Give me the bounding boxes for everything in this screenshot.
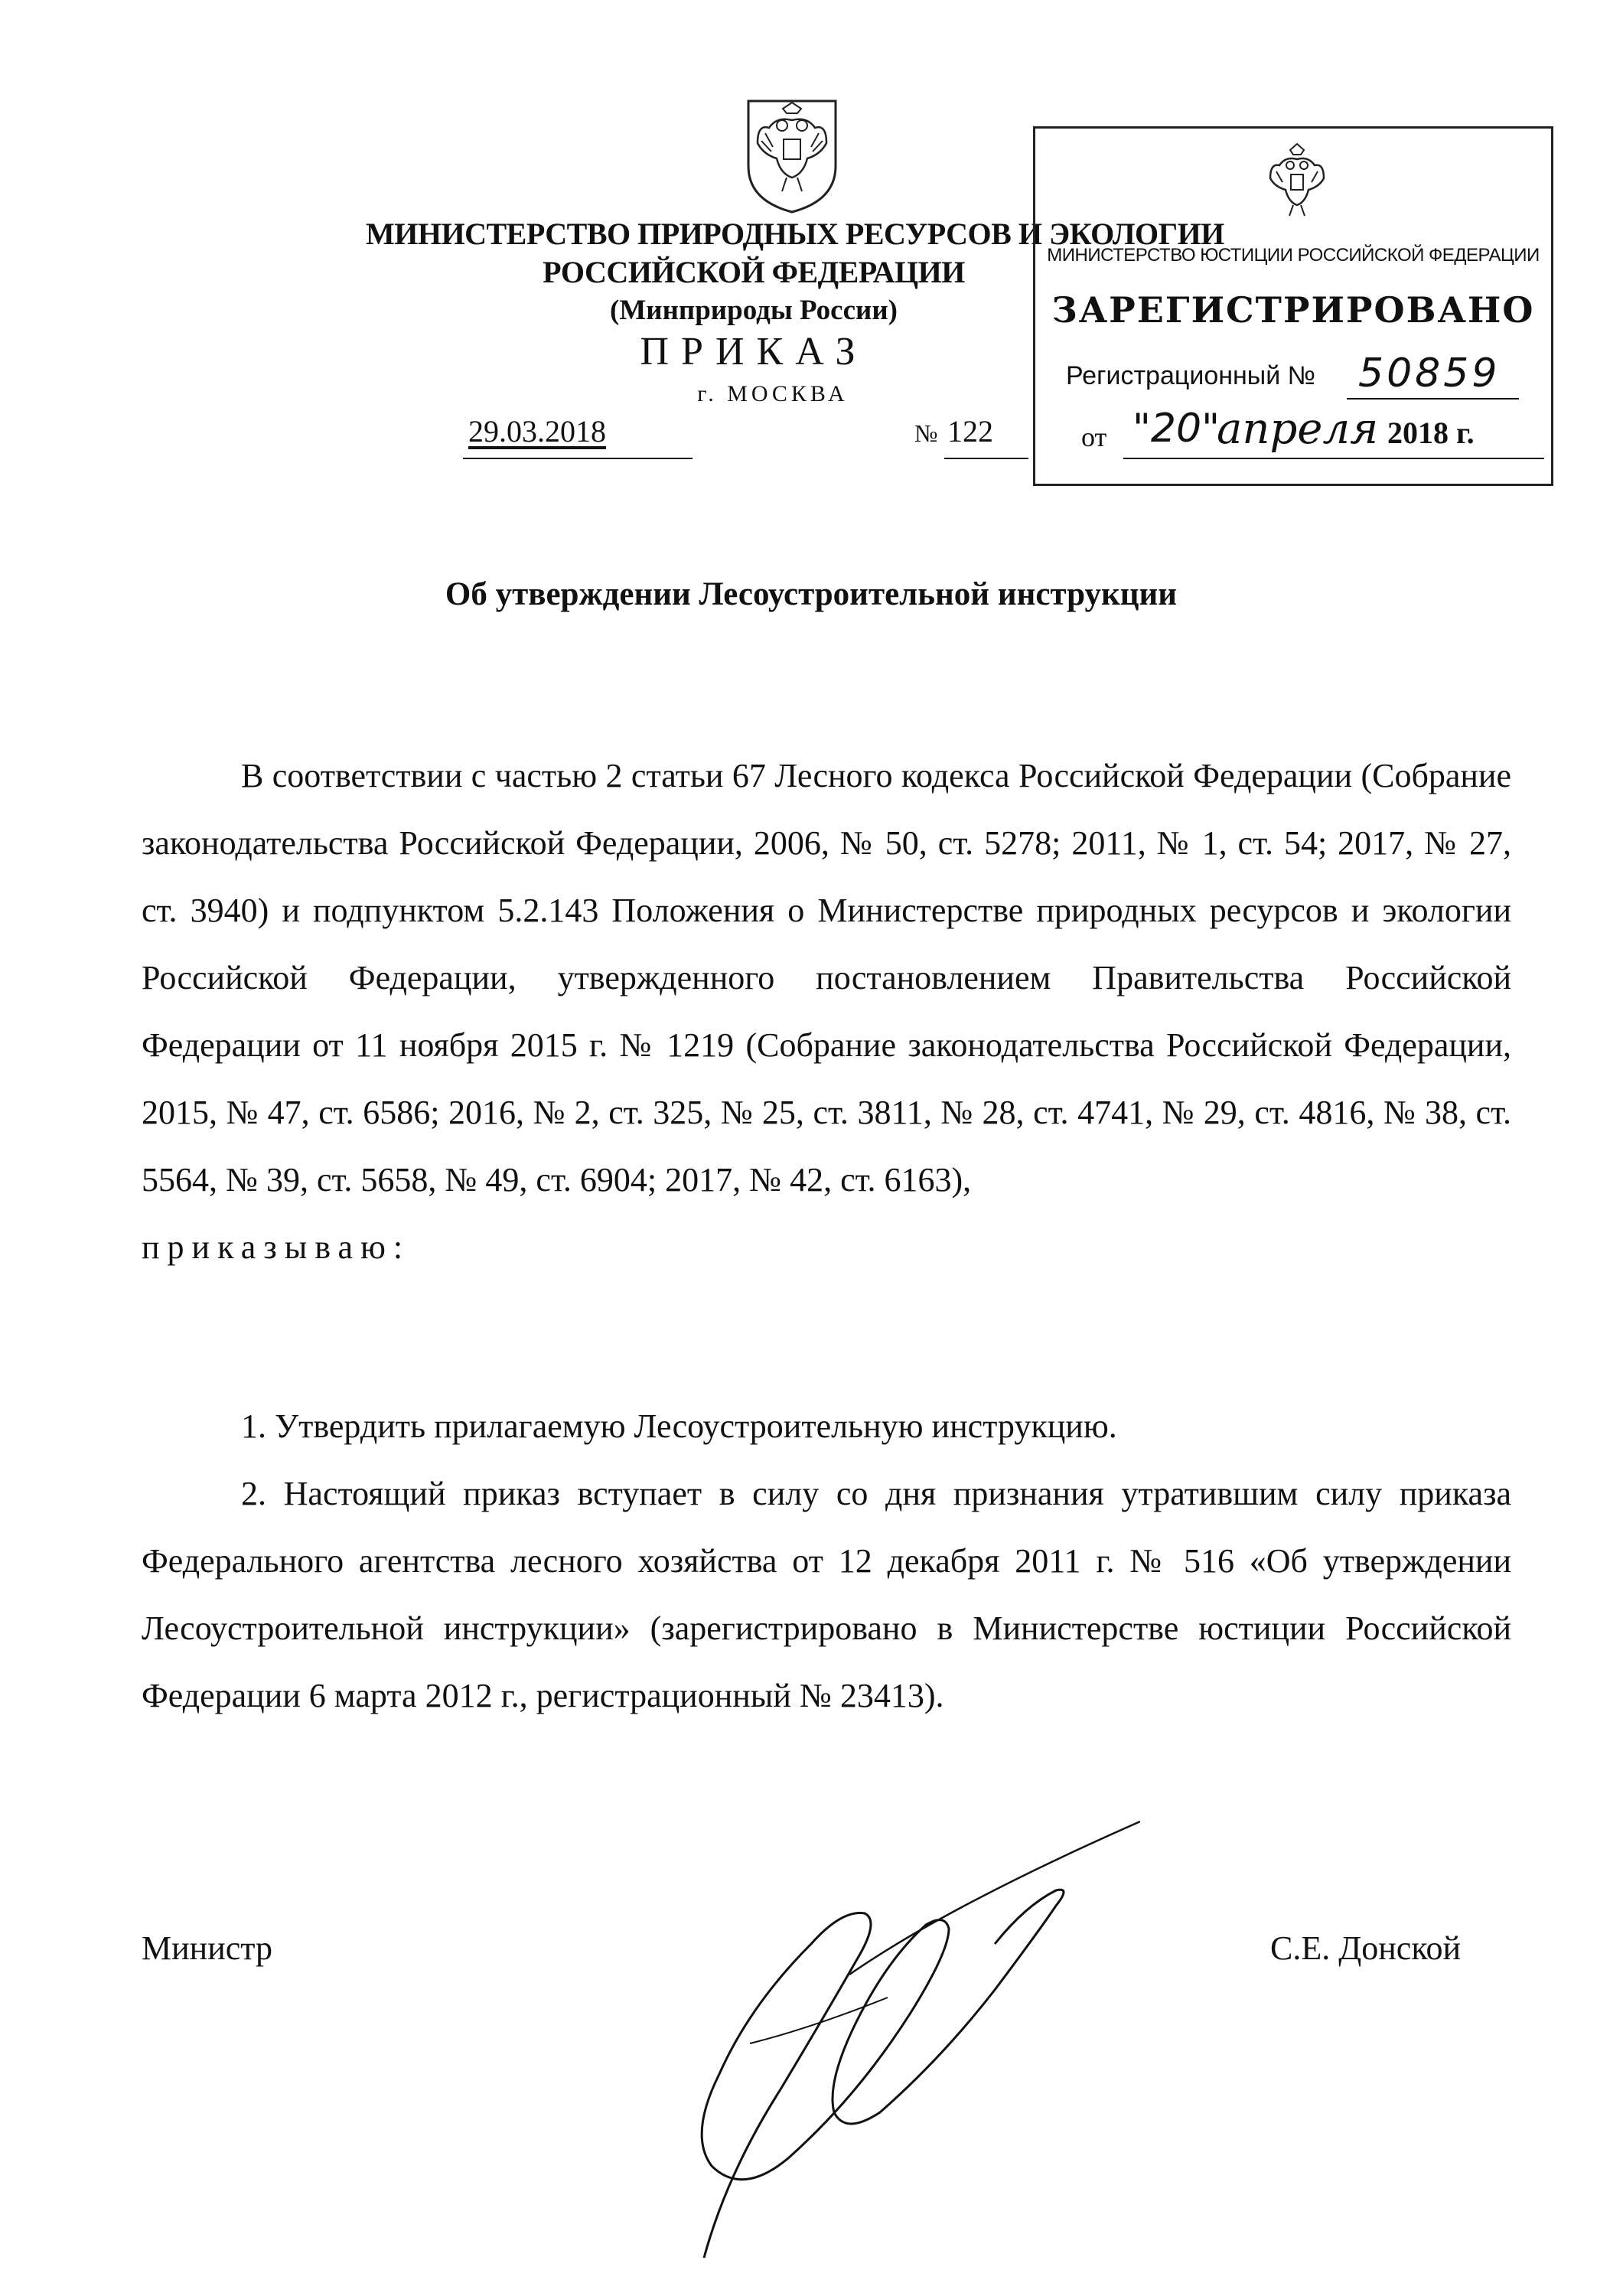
city: г. МОСКВА <box>697 381 849 406</box>
order-date: 29.03.2018 <box>468 414 606 448</box>
signatory-name: С.Е. Донской <box>1270 1929 1462 1967</box>
ministry-short-name: (Минприроды России) <box>610 295 898 326</box>
stamp-coat-of-arms-icon <box>1255 136 1339 236</box>
document-type: ПРИКАЗ <box>640 330 868 373</box>
ministry-name-line2: РОССИЙСКОЙ ФЕДЕРАЦИИ <box>543 255 965 289</box>
preamble-text: В соответствии с частью 2 статьи 67 Лесного кодекса Российской Федерации (Собрание законодательства Российской Федерации, 2006, № 50, ст. 5278; 2011, № 1, ст. 54; 2017, № 27, ст. 3940) и подпунктом 5.2.143 Положения о Министерстве природных ресурсов и экологии Российской Федерации, утвержденного постановлением Правительства Российской Федерации от 11 ноября 2015 г. № 1219 (Собрание законодательства Российской Федерации, 2015, № 47, ст. 6586; 2016, № 2, ст. 325, № 25, ст. 3811, № 28, ст. 4741, № 29, ст. 4816, № 38, ст. 5564, № 39, ст. 5658, № 49, ст. 6904; 2017, № 42, ст. 6163), <box>142 757 1511 1199</box>
stamp-ministry-name: МИНИСТЕРСТВО ЮСТИЦИИ РОССИЙСКОЙ ФЕДЕРАЦИИ <box>1047 245 1540 266</box>
order-number: 122 <box>947 414 993 448</box>
order-item-2: 2. Настоящий приказ вступает в силу со дня признания утратившим силу приказа Федерального агентства лесного хозяйства от 12 декабря 2011 г. № 516 «Об утверждении Лесоустроительной инструкции» (зарегистрировано в Министерстве юстиции Российской Федерации 6 марта 2012 г., регистрационный № 23413). <box>142 1475 1511 1714</box>
order-item-1: 1. Утвердить прилагаемую Лесоустроительную инструкцию. <box>241 1407 1117 1445</box>
stamp-reg-label: Регистрационный № <box>1066 361 1316 390</box>
order-word: приказываю: <box>142 1228 411 1266</box>
stamp-month: апреля <box>1217 404 1379 454</box>
signatory-role: Министр <box>142 1929 273 1967</box>
stamp-ot-label: от <box>1081 422 1107 452</box>
ministry-name-line1: МИНИСТЕРСТВО ПРИРОДНЫХ РЕСУРСОВ И ЭКОЛОГИИ <box>366 217 1224 251</box>
stamp-reg-number: 50859 <box>1358 351 1501 396</box>
document-title: Об утверждении Лесоустроительной инструкции <box>445 576 1178 612</box>
stamp-date-underline <box>1123 458 1544 459</box>
stamp-year: 2018 г. <box>1387 416 1475 450</box>
handwritten-signature <box>658 1814 1140 2281</box>
number-underline <box>944 458 1028 459</box>
stamp-reg-underline <box>1347 398 1519 400</box>
preamble-paragraph <box>142 742 1511 1281</box>
date-underline <box>463 458 693 459</box>
stamp-status: ЗАРЕГИСТРИРОВАНО <box>1051 289 1535 331</box>
number-sign: № <box>914 419 938 447</box>
coat-of-arms-icon <box>735 86 849 216</box>
stamp-day: "20" <box>1133 406 1221 452</box>
